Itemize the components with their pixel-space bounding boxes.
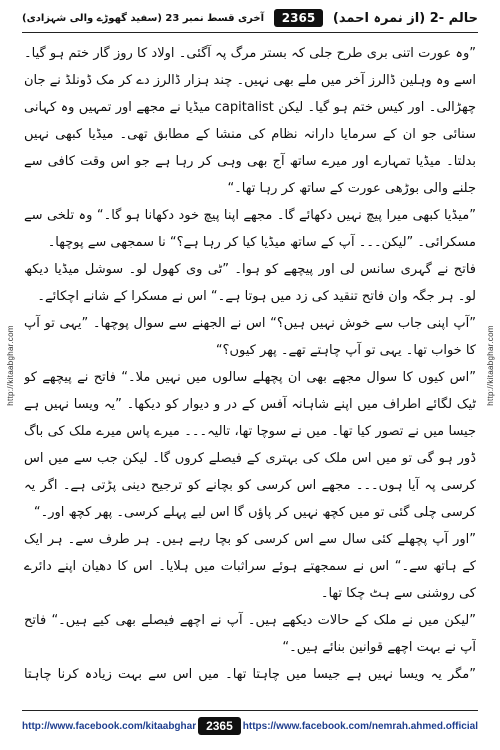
- right-margin-url-text: http://kitaabghar.com: [485, 324, 495, 406]
- left-margin-url-text: http://kitaabghar.com: [5, 324, 15, 406]
- paragraph: ”آپ اپنی جاب سے خوش نہیں ہیں؟“ اس نے الجھنے سے سوال پوچھا۔ ”یہی تو آپ کا خواب تھا۔ یہی تو آپ چاہتے تھے۔ پھر کیوں؟“: [24, 316, 476, 358]
- page-header: [22, 6, 478, 30]
- paragraph: ”وہ عورت اتنی بری طرح جلی کہ بستر مرگ پہ آگئی۔ اولاد کا روز گار ختم ہو گیا۔ اسے وہ وہلین ڈالرز آخر میں ملے بھی نہیں۔ چند ہزار ڈالرز دے کر مک ڈونلڈ نے جان چھڑالی۔ اور کیس ختم ہو گیا۔ لیکن capitalist میڈیا نے مجھے اور تمہیں وہ کہانی سنائی جو ان کے سرمایا دارانہ نظام کی منشا کے مطابق تھی۔ میڈیا کبھی نہیں بدلتا۔ میڈیا تمہارے اور میرے ساتھ آج بھی وہی کر رہا ہے جو اس وقت کافی سے جلنے والی بوڑھی عورت کے ساتھ کر رہا تھا۔“: [24, 46, 476, 196]
- paragraph: ”اس کیوں کا سوال مجھے بھی ان پچھلے سالوں میں نہیں ملا۔“ فاتح نے پیچھے کو ٹیک لگائے اطراف میں اپنے شاہانہ آفس کے در و دیوار کو دیکھا۔ ”یہ ویسا نہیں ہے جیسا میں نے تصور کیا تھا۔ میں نے سوچا تھا، تالیہ۔۔۔ میرے پاس میرے ملک کی باگ ڈور ہو گی تو میں اس ملک کی بہتری کے فیصلے کروں گا۔ لیکن جب سے میں اس کرسی پہ آیا ہوں۔۔۔ مجھے اس کرسی کو بچانے کو ترجیح دینی پڑتی ہے۔ اگر یہ کرسی چلی گئی تو میں کچھ نہیں کر پاؤں گا اس لیے پہلے کرسی۔ پھر کچھ اور۔“: [24, 370, 476, 520]
- paragraph: فاتح نے گہری سانس لی اور پیچھے کو ہوا۔ ”ٹی وی کھول لو۔ سوشل میڈیا دیکھ لو۔ ہر جگہ وان فاتح تنقید کی زد میں ہوتا ہے۔“ اس نے مسکرا کے شانے اچکائے۔: [24, 262, 476, 304]
- header-divider: [22, 32, 478, 33]
- header-page-number: 2365: [274, 9, 323, 27]
- series-title: [333, 11, 478, 26]
- body-text: [24, 40, 476, 690]
- left-margin-url[interactable]: [2, 40, 18, 690]
- paragraph: ”مگر یہ ویسا نہیں ہے جیسا میں چاہتا تھا۔ میں اس سے بہت زیادہ کرنا چاہتا: [24, 667, 476, 682]
- nemrah-ahmed-facebook-link[interactable]: https://www.facebook.com/nemrah.ahmed.official: [242, 720, 478, 732]
- author-name: (از نمرہ احمد): [332, 10, 426, 26]
- footer-page-number: 2365: [198, 717, 241, 735]
- paragraph: ”لیکن میں نے ملک کے حالات دیکھے ہیں۔ آپ نے اچھے فیصلے بھی کیے ہیں۔“ فاتح آپ نے بہت اچھے قوانین بنائے ہیں۔“: [24, 613, 476, 655]
- kitaabghar-facebook-link[interactable]: http://www.facebook.com/kitaabghar: [22, 720, 197, 732]
- page-footer: [22, 715, 478, 737]
- paragraph: ”میڈیا کبھی میرا پیچ نہیں دکھائے گا۔ مجھے اپنا پیچ خود دکھانا ہو گا۔“ وہ تلخی سے مسکرائی۔ ”لیکن۔۔۔ آپ کے ساتھ میڈیا کیا کر رہا ہے؟“ نا سمجھی سے پوچھا۔: [24, 208, 476, 250]
- series-title-text: حالم -2: [429, 10, 478, 26]
- right-margin-url[interactable]: [482, 40, 498, 690]
- running-head: آخری قسط نمبر 23 (سفید گھوڑے والی شہزادی): [22, 12, 265, 24]
- paragraph: ”اور آپ پچھلے کئی سال سے اس کرسی کو بچا رہے ہیں۔ ہر طرف سے۔ ہر ایک کے ہاتھ سے۔“ اس نے سمجھتے ہوئے سراثبات میں ہلایا۔ اس کا دھیان اپنے دائرے کی روشنی سے ہٹ چکا تھا۔: [24, 532, 476, 601]
- footer-divider: [22, 710, 478, 711]
